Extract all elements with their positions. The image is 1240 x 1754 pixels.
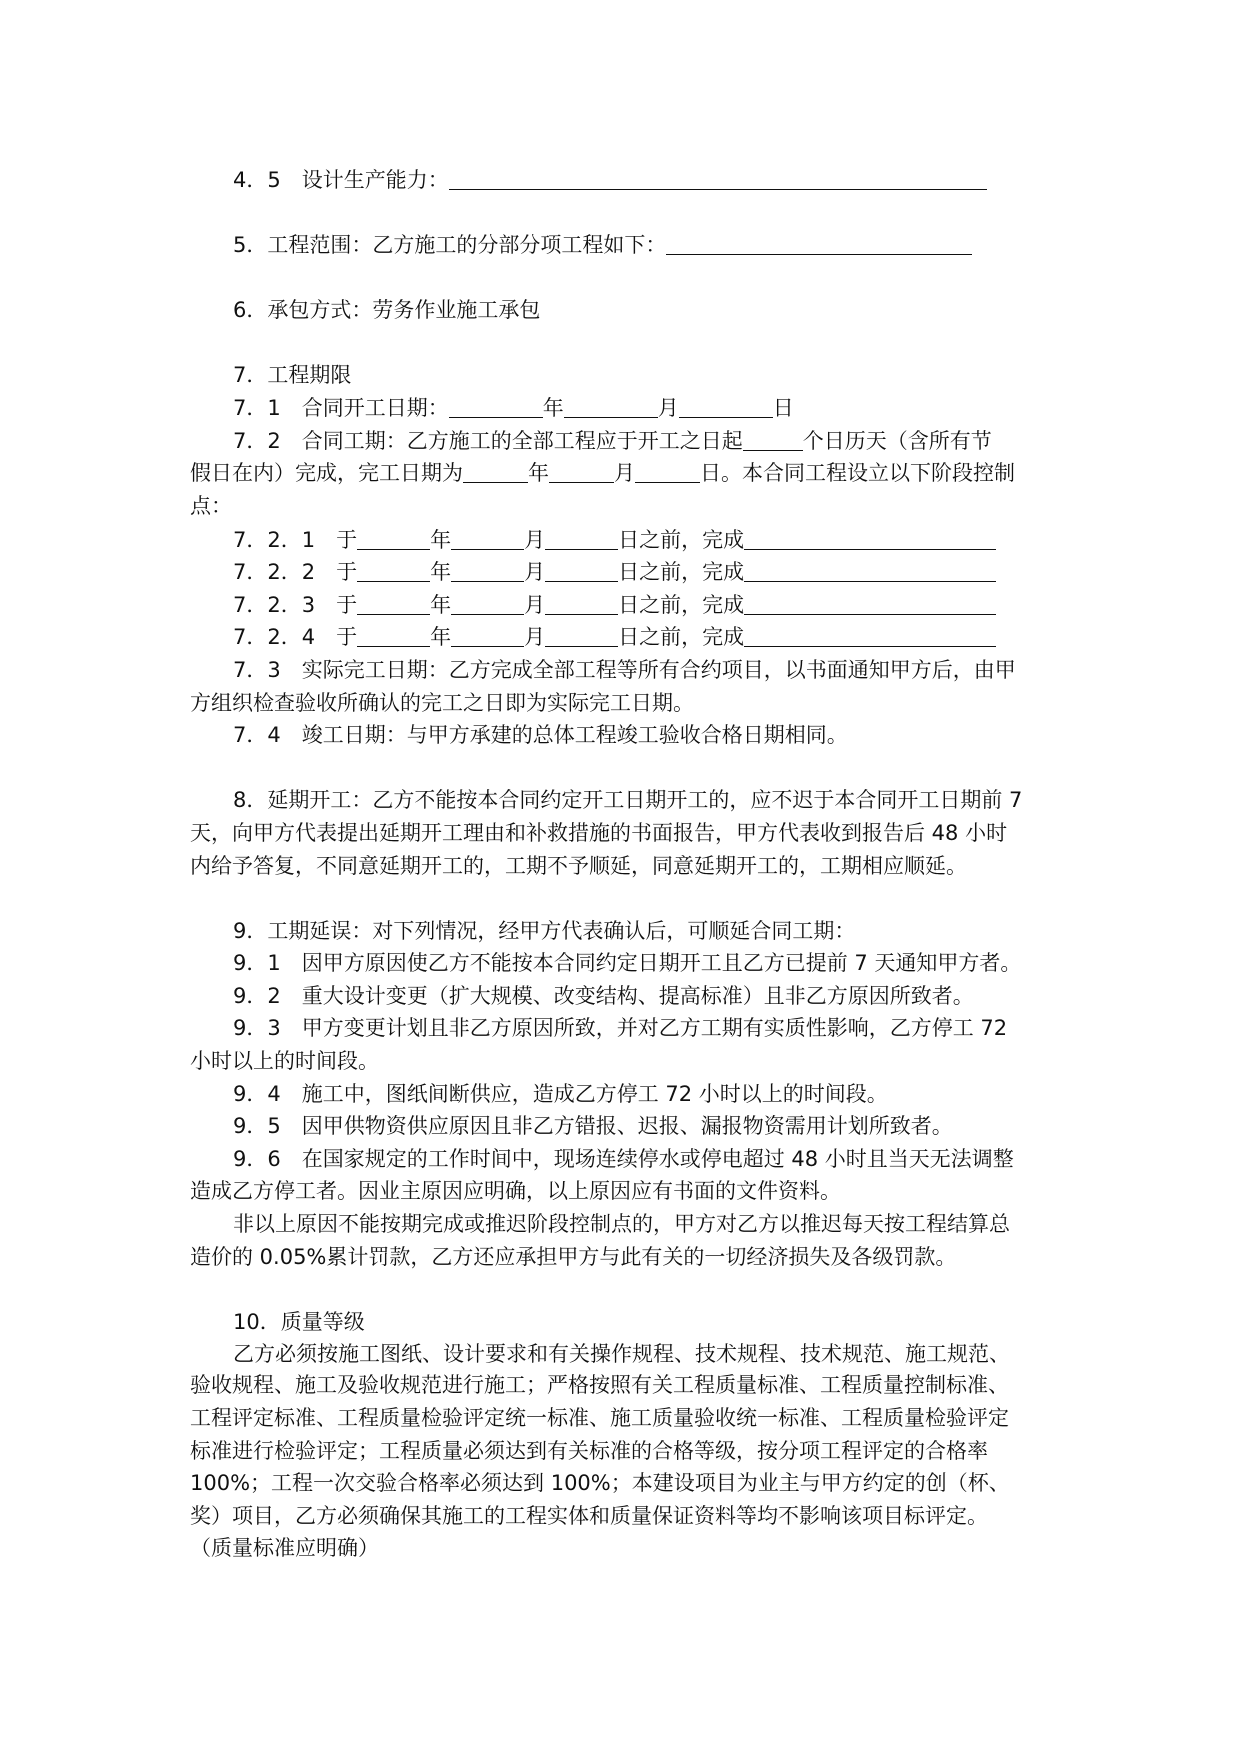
clause-7-2-line3: 点： (190, 494, 232, 518)
clause-5 (233, 230, 972, 260)
clause-4-5 (233, 165, 987, 195)
milestone-number: 7．2．4 于 (233, 625, 358, 649)
text-line: 方组织检查验收所确认的完工之日即为实际完工日期。 (190, 691, 694, 715)
text-line: 造价的 0.05%累计罚款，乙方还应承担甲方与此有关的一切经济损失及各级罚款。 (190, 1245, 957, 1269)
section-heading: 10．质量等级 (233, 1310, 365, 1334)
clause-number: 4．5 (233, 168, 302, 192)
task-blank[interactable] (744, 527, 996, 550)
text-line: （质量标准应明确） (190, 1536, 379, 1560)
text-line: 验收规程、施工及验收规范进行施工；严格按照有关工程质量标准、工程质量控制标准、 (190, 1373, 1009, 1397)
month-blank[interactable] (564, 395, 658, 418)
clause-7-heading: 7．工程期限 (233, 363, 352, 387)
text-line: 100%；工程一次交验合格率必须达到 100%；本建设项目为业主与甲方约定的创（杯、 (190, 1471, 1010, 1495)
clause-7-2-line1 (233, 426, 992, 456)
task-blank[interactable] (744, 592, 996, 615)
text-line: 9．5 因甲供物资供应原因且非乙方错报、迟报、漏报物资需用计划所致者。 (233, 1114, 953, 1138)
text-line: 内给予答复，不同意延期开工的，工期不予顺延，同意延期开工的，工期相应顺延。 (190, 854, 967, 878)
clause-6: 6．承包方式：劳务作业施工承包 (233, 298, 541, 322)
task-blank[interactable] (744, 624, 996, 647)
clause-label: 5．工程范围：乙方施工的分部分项工程如下： (233, 233, 667, 257)
clause-text: 日。本合同工程设立以下阶段控制 (700, 461, 1015, 485)
milestone-row (233, 622, 996, 652)
clause-text: 假日在内）完成，完工日期为 (190, 461, 463, 485)
year-label: 年 (430, 560, 452, 584)
text-line: 9．1 因甲方原因使乙方不能按本合同约定日期开工且乙方已提前 7 天通知甲方者。 (233, 951, 1022, 975)
year-blank[interactable] (357, 592, 430, 615)
year-label: 年 (542, 396, 564, 420)
day-blank[interactable] (679, 395, 773, 418)
day-blank[interactable] (635, 460, 700, 483)
milestone-number: 7．2．2 于 (233, 560, 358, 584)
clause-7-2-line2 (190, 458, 1015, 488)
year-label: 年 (528, 461, 549, 485)
month-blank[interactable] (549, 460, 614, 483)
text-line: 8．延期开工：乙方不能按本合同约定开工日期开工的，应不迟于本合同开工日期前 7 (233, 788, 1023, 812)
text-line: 标准进行检验评定；工程质量必须达到有关标准的合格等级，按分项工程评定的合格率 (190, 1439, 988, 1463)
day-blank[interactable] (545, 527, 618, 550)
month-label: 月 (524, 560, 546, 584)
year-blank[interactable] (357, 559, 430, 582)
month-blank[interactable] (451, 559, 524, 582)
month-blank[interactable] (451, 592, 524, 615)
month-blank[interactable] (451, 624, 524, 647)
text-line: 奖）项目，乙方必须确保其施工的工程实体和质量保证资料等均不影响该项目标评定。 (190, 1504, 988, 1528)
year-blank[interactable] (449, 395, 543, 418)
blank-field[interactable] (666, 232, 972, 255)
milestone-text: 日之前，完成 (618, 593, 745, 617)
month-label: 月 (524, 593, 546, 617)
clause-text: 7．2 合同工期：乙方施工的全部工程应于开工之日起 (233, 429, 743, 453)
year-label: 年 (430, 593, 452, 617)
year-blank[interactable] (357, 624, 430, 647)
milestone-number: 7．2．1 于 (233, 528, 358, 552)
year-blank[interactable] (463, 460, 528, 483)
milestone-number: 7．2．3 于 (233, 593, 358, 617)
text-line: 7．4 竣工日期：与甲方承建的总体工程竣工验收合格日期相同。 (233, 723, 848, 747)
clause-text: 个日历天（含所有节 (802, 429, 992, 453)
blank-field[interactable] (449, 167, 987, 190)
milestone-row (233, 525, 996, 555)
month-label: 月 (524, 625, 546, 649)
milestone-row (233, 557, 996, 587)
day-label: 日 (772, 396, 794, 420)
text-line: 9．4 施工中，图纸间断供应，造成乙方停工 72 小时以上的时间段。 (233, 1082, 888, 1106)
text-line: 9．3 甲方变更计划且非乙方原因所致，并对乙方工期有实质性影响，乙方停工 72 (233, 1016, 1008, 1040)
year-label: 年 (430, 528, 452, 552)
text-line: 小时以上的时间段。 (190, 1049, 379, 1073)
clause-label: 设计生产能力： (301, 168, 449, 192)
text-line: 非以上原因不能按期完成或推迟阶段控制点的，甲方对乙方以推迟每天按工程结算总 (233, 1212, 1010, 1236)
text-line: 9．2 重大设计变更（扩大规模、改变结构、提高标准）且非乙方原因所致者。 (233, 984, 974, 1008)
clause-label: 7．1 合同开工日期： (233, 396, 449, 420)
text-line: 造成乙方停工者。因业主原因应明确，以上原因应有书面的文件资料。 (190, 1179, 841, 1203)
month-label: 月 (657, 396, 679, 420)
day-blank[interactable] (545, 559, 618, 582)
month-blank[interactable] (451, 527, 524, 550)
days-blank[interactable] (743, 428, 803, 451)
text-line: 乙方必须按施工图纸、设计要求和有关操作规程、技术规程、技术规范、施工规范、 (233, 1342, 1010, 1366)
day-blank[interactable] (545, 592, 618, 615)
text-line: 9．6 在国家规定的工作时间中，现场连续停水或停电超过 48 小时且当天无法调整 (233, 1147, 1014, 1171)
month-label: 月 (524, 528, 546, 552)
clause-7-1 (233, 393, 794, 423)
month-label: 月 (614, 461, 635, 485)
year-label: 年 (430, 625, 452, 649)
text-line: 9．工期延误：对下列情况，经甲方代表确认后，可顺延合同工期： (233, 919, 856, 943)
milestone-text: 日之前，完成 (618, 560, 745, 584)
milestone-text: 日之前，完成 (618, 528, 745, 552)
milestone-row (233, 590, 996, 620)
text-line: 7．3 实际完工日期：乙方完成全部工程等所有合约项目，以书面通知甲方后，由甲 (233, 658, 1016, 682)
day-blank[interactable] (545, 624, 618, 647)
milestone-text: 日之前，完成 (618, 625, 745, 649)
text-line: 工程评定标准、工程质量检验评定统一标准、施工质量验收统一标准、工程质量检验评定 (190, 1406, 1009, 1430)
task-blank[interactable] (744, 559, 996, 582)
year-blank[interactable] (357, 527, 430, 550)
text-line: 天，向甲方代表提出延期开工理由和补救措施的书面报告，甲方代表收到报告后 48 小时 (190, 821, 1008, 845)
